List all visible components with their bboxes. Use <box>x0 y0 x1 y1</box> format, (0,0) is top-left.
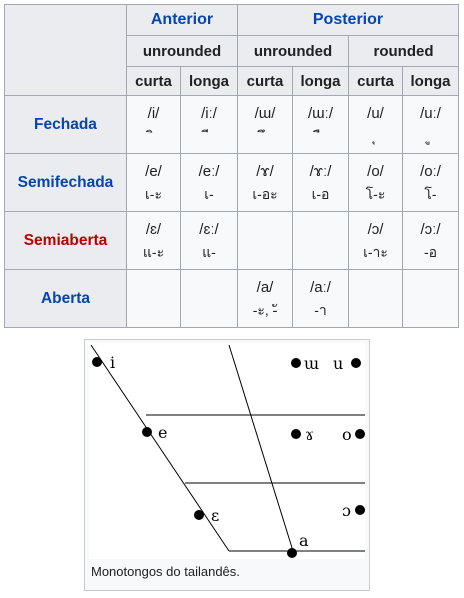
vowel-table <box>4 4 459 328</box>
empty-cell <box>349 270 403 328</box>
vowel-dot-o <box>355 429 365 439</box>
header-unrounded-front: unrounded <box>127 36 238 67</box>
empty-cell <box>293 212 349 270</box>
header-curta: curta <box>127 67 181 96</box>
thai-text <box>238 125 292 148</box>
row-label-semiaberta[interactable]: Semiaberta <box>5 212 127 270</box>
vowel-cell <box>403 154 459 212</box>
vowel-dot-epsilon <box>194 510 204 520</box>
ipa-text: /u/ <box>367 104 384 122</box>
header-curta: curta <box>238 67 293 96</box>
ipa-text: /i/ <box>147 104 160 122</box>
ipa-text: /ɔ/ <box>367 220 384 238</box>
thai-text: เ-ะ <box>145 185 162 202</box>
ipa-text: /uː/ <box>420 104 441 122</box>
diagram-background <box>89 343 365 559</box>
vowel-dot-e <box>142 427 152 437</box>
thai-text: โ- <box>424 185 437 202</box>
vowel-cell <box>127 96 181 154</box>
thai-text: -า <box>314 301 327 318</box>
row-label-fechada[interactable]: Fechada <box>5 96 127 154</box>
thai-text: -อ <box>423 243 438 260</box>
vowel-cell <box>349 96 403 154</box>
vowel-label-a: a <box>299 531 309 550</box>
vowel-cell <box>293 154 349 212</box>
thai-text <box>403 125 458 148</box>
vowel-trapezoid-diagram[interactable] <box>89 343 365 559</box>
ipa-text: /oː/ <box>420 162 441 180</box>
ipa-text: /ɛː/ <box>199 220 219 238</box>
vowel-label-i: i <box>110 353 116 372</box>
vowel-cell <box>238 154 293 212</box>
header-posterior[interactable]: Posterior <box>238 5 459 36</box>
empty-cell <box>181 270 238 328</box>
vowel-label-o: o <box>342 425 352 444</box>
ipa-text: /ɯ/ <box>254 104 276 122</box>
vowel-cell <box>127 212 181 270</box>
table-row-fechada <box>5 96 459 154</box>
vowel-cell <box>403 212 459 270</box>
thai-text <box>181 125 237 148</box>
vowel-cell <box>181 154 238 212</box>
vowel-dot-i <box>92 357 102 367</box>
vowel-cell <box>349 154 403 212</box>
vowel-cell <box>349 212 403 270</box>
ipa-text: /o/ <box>367 162 384 180</box>
vowel-chart-figure <box>84 339 370 591</box>
ipa-text: /a/ <box>256 278 274 296</box>
row-label-semifechada[interactable]: Semifechada <box>5 154 127 212</box>
thai-text: เ- <box>204 185 214 202</box>
vowel-dot-u <box>351 358 361 368</box>
ipa-text: /ɔː/ <box>420 220 441 238</box>
ipa-text: /aː/ <box>310 278 331 296</box>
vowel-cell <box>293 270 349 328</box>
vowel-label-rams-horn: ɤ <box>305 425 315 444</box>
thai-text <box>127 125 180 148</box>
thai-text: เ-อ <box>311 185 330 202</box>
vowel-dot-open-o <box>355 505 365 515</box>
vowel-dot-rams-horn <box>291 429 301 439</box>
vowel-label-open-o: ɔ <box>342 501 351 520</box>
vowel-label-u: u <box>333 354 344 373</box>
thai-text: เ-อะ <box>252 185 278 202</box>
header-rounded: rounded <box>349 36 459 67</box>
vowel-dot-turned-m <box>291 358 301 368</box>
header-longa: longa <box>181 67 238 96</box>
vowel-cell <box>403 96 459 154</box>
vowel-cell <box>293 96 349 154</box>
thai-text: โ-ะ <box>365 185 386 202</box>
ipa-text: /ɛ/ <box>145 220 162 238</box>
vowel-label-turned-m: ɯ <box>304 354 320 373</box>
header-longa: longa <box>293 67 349 96</box>
vowel-dot-a <box>287 548 297 558</box>
vowel-cell <box>127 154 181 212</box>
ipa-text: /e/ <box>145 162 162 180</box>
header-unrounded-back: unrounded <box>238 36 349 67</box>
header-longa: longa <box>403 67 459 96</box>
thai-text: -ะ, -ั <box>252 301 278 318</box>
corner-header <box>5 5 127 96</box>
ipa-text: /ɤː/ <box>309 162 332 180</box>
ipa-text: /eː/ <box>198 162 220 180</box>
header-curta: curta <box>349 67 403 96</box>
thai-text: แ-ะ <box>142 243 165 260</box>
vowel-cell <box>181 212 238 270</box>
table-row-semifechada <box>5 154 459 212</box>
vowel-label-epsilon: ɛ <box>211 506 220 525</box>
vowel-label-e: e <box>158 423 168 442</box>
header-anterior[interactable]: Anterior <box>127 5 238 36</box>
table-row-aberta <box>5 270 459 328</box>
vowel-cell <box>238 96 293 154</box>
vowel-cell <box>238 270 293 328</box>
ipa-text: /iː/ <box>201 104 217 122</box>
thai-text <box>293 125 348 148</box>
thai-text <box>349 125 402 148</box>
empty-cell <box>127 270 181 328</box>
ipa-text: /ɯː/ <box>308 104 333 122</box>
table-row-semiaberta <box>5 212 459 270</box>
figure-caption: Monotongos do tailandês. <box>91 564 240 579</box>
row-label-aberta[interactable]: Aberta <box>5 270 127 328</box>
ipa-text: /ɤ/ <box>256 162 274 180</box>
thai-text: แ- <box>202 243 216 260</box>
empty-cell <box>403 270 459 328</box>
empty-cell <box>238 212 293 270</box>
vowel-cell <box>181 96 238 154</box>
thai-text: เ-าะ <box>363 243 388 260</box>
